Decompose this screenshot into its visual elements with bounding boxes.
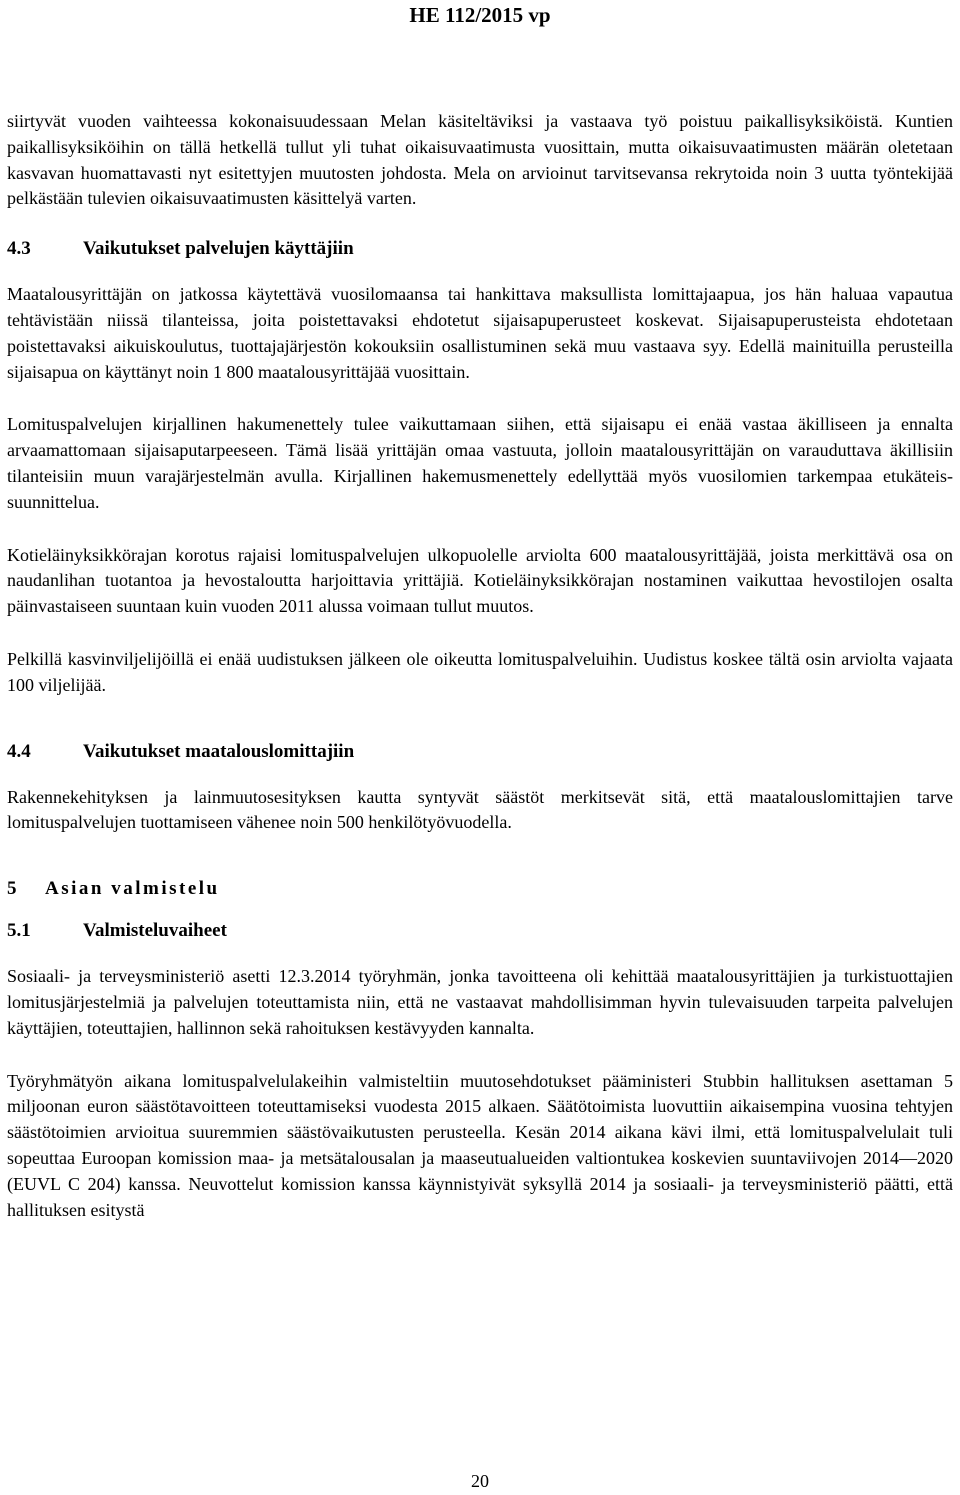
- section-title: Vaikutukset maatalouslomittajiin: [83, 740, 355, 762]
- paragraph-continuation: siirtyvät vuoden vaihteessa kokonaisuudessaan Melan käsiteltäviksi ja vastaava työ poistuu paikallisyksiköistä. Kuntien paikallisyksiköihin on tällä hetkellä tullut yli tuhat oikaisuvaatimusta vuosittain, mutta oikaisuvaatimusten määrän oletetaan kasvavan huomattavasti nyt esitettyjen muutosten johdosta. Mela on arvioinut tarvitsevansa rekrytoida noin 3 uutta työntekijää pelkästään tulevien oikaisuvaatimusten käsittelyä varten.: [7, 111, 953, 209]
- section-heading-4-4: [7, 739, 953, 765]
- section-heading-4-3: [7, 236, 953, 262]
- paragraph-substitute-help: Maatalousyrittäjän on jatkossa käytettävä vuosilomaansa tai hankittava maksullista lomittajaapua, jos hän haluaa vapautua tehtävistään niissä tilanteissa, joita poistettavaksi ehdotetut sijaisapuperusteet koskevat. Sijaisapuperusteista ehdotetaan poistettavaksi aikuiskoulutus, tuottajajärjestön kokouksiin osallistuminen sekä muu vastaava syy. Edellä mainituilla perusteilla sijaisapua on käyttänyt noin 1 800 maatalousyrittäjää vuosittain.: [7, 284, 953, 382]
- section-number: 5.1: [7, 920, 31, 942]
- paragraph-relief-workers: Rakennekehityksen ja lainmuutosesityksen kautta syntyvät säästöt merkitsevät sitä, että maatalouslomittajien tarve lomituspalvelujen tuottamiseen vähenee noin 500 henkilötyövuodella.: [7, 786, 953, 833]
- document-body: [7, 109, 953, 1250]
- section-title: Valmisteluvaiheet: [83, 920, 227, 942]
- chapter-title: Asian valmistelu: [45, 878, 220, 900]
- section-title: Vaikutukset palvelujen käyttäjiin: [83, 238, 354, 260]
- paragraph-savings-target: Työryhmätyön aikana lomituspalvelulakeihin valmisteltiin muutosehdotukset pääministeri Stubbin hallituksen asettaman 5 miljoonan euron säästötavoitteen toteuttamiseksi vuodesta 2015 alkaen. Säätötoimista luovuttiin aikaisempina vuosina tehtyjen säästötoimien arvioitua suuremmien säästövaikutusten perusteella. Kesän 2014 aikana kävi ilmi, että lomituspalvelulait tuli sopeuttaa Euroopan komission maa- ja metsätalousalan ja maaseutualueiden valtiontukea koskevien suuntaviivojen 2014—2020 (EUVL C 204) kanssa. Neuvottelut komission kanssa käynnistyivät syksyllä 2014 ja sosiaali- ja terveysministeriö päätti, että hallituksen esitystä: [7, 1070, 953, 1220]
- section-heading-5-1: [7, 918, 953, 944]
- paragraph-crop-farmers: Pelkillä kasvinviljelijöillä ei enää uudistuksen jälkeen ole oikeutta lomituspalveluihin. Uudistus koskee tältä osin arviolta vajaata 100 viljelijää.: [7, 648, 953, 695]
- section-number: 4.4: [7, 740, 31, 762]
- paragraph-written-application: Lomituspalvelujen kirjallinen hakumenettely tulee vaikuttamaan siihen, että sijaisapu ei enää vastaa äkilliseen ja ennalta arvaamattomaan sijaisaputarpeeseen. Tämä lisää yrittäjän omaa vastuuta, jolloin maatalousyrittäjän on varauduttava äkillisiin tilanteisiin muun varajärjestelmän avulla. Kirjallinen hakemusmenettely edellyttää myös vuosilomien tarkempaa etukäteissuunnittelua.: [7, 414, 953, 512]
- page-number: 20: [471, 1471, 489, 1491]
- paragraph-working-group: Sosiaali- ja terveysministeriö asetti 12.3.2014 työryhmän, jonka tavoitteena oli kehittää maatalousyrittäjien ja turkistuottajien lomitusjärjestelmiä ja palvelujen toteuttamista niin, että ne vastaavat mahdollisimman hyvin tulevaisuuden tarpeita palvelujen käyttäjien, toteuttajien, hallinnon sekä rahoituksen kestävyyden kannalta.: [7, 966, 953, 1038]
- paragraph-livestock-unit-limit: Kotieläinyksikkörajan korotus rajaisi lomituspalvelujen ulkopuolelle arviolta 600 maatalousyrittäjää, joista merkittävä osa on naudanlihan tuotantoa ja hevostaloutta harjoittavia yrittäjiä. Kotieläinyksikkörajan nostaminen vaikuttaa hevostilojen osalta päinvastaiseen suuntaan kuin vuoden 2011 alussa voimaan tullut muutos.: [7, 544, 953, 617]
- chapter-number: 5: [7, 878, 17, 900]
- chapter-heading-5: [7, 876, 953, 902]
- section-number: 4.3: [7, 238, 31, 260]
- document-header: HE 112/2015 vp: [409, 3, 551, 27]
